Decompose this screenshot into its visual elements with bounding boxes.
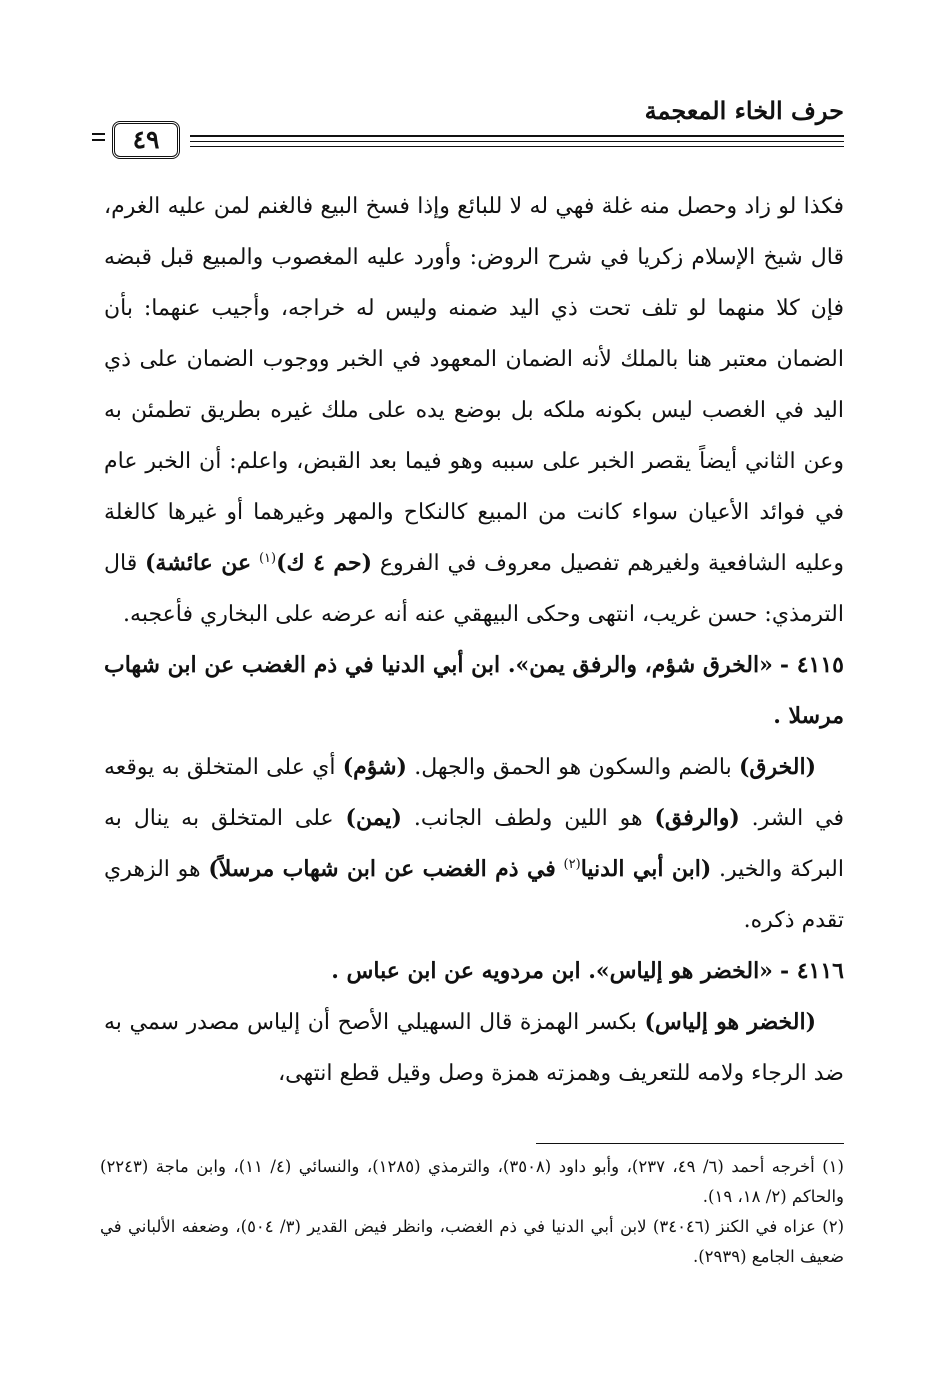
footnote-separator <box>536 1143 844 1144</box>
hadith-text: «الخرق شؤم، والرفق يمن». ابن أبي الدنيا في ذم الغضب عن ابن شهاب مرسلا . <box>104 652 844 729</box>
page-number: ٤٩ <box>112 121 180 159</box>
hadith-heading-4116 <box>104 946 844 997</box>
term: (الخضر هو إلياس) <box>644 1009 816 1035</box>
paragraph-2 <box>104 742 844 946</box>
paragraph-text: بكسر الهمزة قال السهيلي الأصح أن إلياس مصدر سمي به ضد الرجاء ولامه للتعريف وهمزته همزة وصل وقيل قطع انتهى، <box>104 1010 844 1086</box>
paragraph-text: هو الزهري تقدم ذكره. <box>104 857 844 933</box>
paragraph-text: على المتخلق به ينال به البركة والخير. <box>104 806 844 882</box>
term: (شؤم) <box>342 754 407 780</box>
footnote-marker[interactable]: (٢) <box>563 857 581 872</box>
paragraph-text: أي على المتخلق به يوقعه في الشر. <box>104 755 844 831</box>
hadith-text: «الخضر هو إلياس». ابن مردويه عن ابن عباس . <box>331 958 773 984</box>
hadith-number: ٤١١٦ - <box>779 958 844 984</box>
term: (والرفق) <box>654 805 740 831</box>
hadith-heading-4115 <box>104 640 844 742</box>
hadith-number: ٤١١٥ - <box>779 652 844 678</box>
main-text <box>104 181 844 1099</box>
header-ornament <box>92 133 105 147</box>
paragraph-3 <box>104 997 844 1099</box>
footnote-1: (١) أخرجه أحمد (٦/ ٤٩، ٢٣٧)، وأبو داود (٣٥٠٨)، والترمذي (١٢٨٥)، والنسائي (٤/ ١١)، وابن ماجة (٢٢٤٣) والحاكم (٢/ ١٨، ١٩). <box>100 1157 844 1206</box>
paragraph-text: هو اللين ولطف الجانب. <box>413 806 643 831</box>
reference-code: (حم ٤ ك) <box>276 550 373 576</box>
header-rule <box>190 141 844 142</box>
footnotes <box>100 1152 844 1272</box>
paragraph-text: قال الترمذي: حسن غريب، انتهى وحكى البيهقي عنه أنه عرضه على البخاري فأعجبه. <box>104 551 844 627</box>
term: (الخرق) <box>738 754 817 780</box>
source-name: في ذم الغضب عن ابن شهاب مرسلاً) <box>208 856 556 882</box>
paragraph-1 <box>104 181 844 640</box>
header-rule <box>190 146 844 147</box>
paragraph-text: فكذا لو زاد وحصل منه غلة فهي له لا للبائع وإذا فسخ البيع فالغنم لمن عليه الغرم، قال شيخ الإسلام زكريا في شرح الروض: وأورد عليه المغصوب والمبيع قبل قبضه فإن كلا منهما لو تلف تحت ذي اليد ضمنه وليس له خراجه، وأجيب عنهما: بأن الضمان معتبر هنا بالملك لأنه الضمان المعهود في الخبر ووجوب الضمان على ذي اليد في الغصب ليس بكونه ملكه بل بوضع يده على ملك غيره بطريق تطمئن به وعن الثاني أيضاً يقصر الخبر على سببه وهو فيما بعد القبض، واعلم: أن الخبر عام في فوائد الأعيان سواء كانت من المبيع كالنكاح والمهر وغيرهما أو غيرها كالغلة وعليه الشافعية ولغيرهم تفصيل معروف في الفروع <box>104 194 844 576</box>
footnote-marker[interactable]: (١) <box>258 551 277 566</box>
term: (يمن) <box>345 805 402 831</box>
chapter-title: حرف الخاء المعجمة <box>644 96 844 125</box>
header-rule <box>190 135 844 137</box>
narrator: عن عائشة) <box>145 550 252 576</box>
source-name: (ابن أبي الدنيا <box>580 856 712 882</box>
footnote-2: (٢) عزاه في الكنز (٣٤٠٤٦) لابن أبي الدنيا في ذم الغضب، وانظر فيض القدير (٣/ ٥٠٤)، وضعفه الألباني في ضعيف الجامع (٢٩٣٩). <box>100 1217 844 1266</box>
paragraph-text: بالضم والسكون هو الحمق والجهل. <box>414 755 732 780</box>
